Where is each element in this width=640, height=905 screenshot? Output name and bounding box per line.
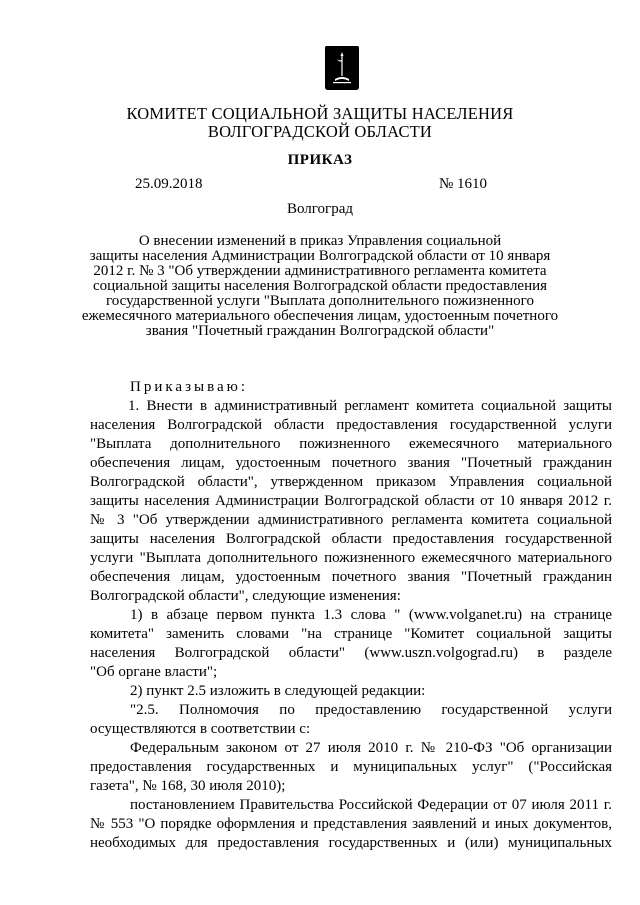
body-line: населения Волгоградской области предоставления государственной услуги	[90, 417, 612, 433]
organization-name-line2: ВОЛГОГРАДСКОЙ ОБЛАСТИ	[207, 122, 433, 141]
body-line: Федеральным законом от 27 июля 2010 г. № 210-ФЗ "Об организации	[130, 740, 612, 756]
subject-line: защиты населения Администрации Волгоградской области от 10 января	[89, 248, 551, 264]
body-line: постановлением Правительства Российской Федерации от 07 июля 2011 г.	[130, 797, 612, 813]
body-line: газета", № 168, 30 июля 2010);	[90, 778, 286, 794]
subject-line: ежемесячного материального обеспечения лицам, удостоенным почетного	[81, 308, 559, 324]
order-subject	[60, 234, 580, 339]
body-line: Волгоградской области", утвержденном приказом Управления социальной	[90, 474, 612, 490]
body-line: обеспечения лицам, удостоенным почетного звания "Почетный гражданин	[90, 569, 612, 585]
order-number: № 1610	[439, 176, 488, 192]
body-line: комитета" заменить словами "на странице "Комитет социальной защиты	[90, 626, 612, 642]
body-line: "2.5. Полномочия по предоставлению государственной услуги	[130, 702, 612, 718]
body-line: защиты населения Администрации Волгоградской области от 10 января 2012 г.	[90, 493, 612, 509]
order-date: 25.09.2018	[135, 176, 203, 192]
body-line: № 3 "Об утверждении административного регламента комитета социальной	[90, 512, 612, 528]
body-line: "Об органе власти";	[90, 664, 218, 680]
body-line: "Выплата дополнительного пожизненного ежемесячного материального	[90, 436, 612, 452]
subject-line: О внесении изменений в приказ Управления социальной	[138, 233, 502, 249]
body-line: № 553 "О порядке оформления и представления заявлений и иных документов,	[90, 816, 612, 832]
body-line: защиты населения Волгоградской области предоставления государственной	[90, 531, 612, 547]
city-name: Волгоград	[286, 201, 353, 217]
subject-line: социальной защиты населения Волгоградской области предоставления	[92, 278, 548, 294]
body-line: 2) пункт 2.5 изложить в следующей редакции:	[130, 683, 426, 699]
body-line: населения Волгоградской области" (www.uszn.volgograd.ru) в разделе	[90, 645, 612, 661]
body-line: необходимых для предоставления государственных и (или) муниципальных	[90, 835, 612, 851]
body-line: 1. Внести в административный регламент комитета социальной защиты	[128, 398, 612, 414]
body-line: предоставления государственных и муниципальных услуг" ("Российская	[90, 759, 612, 775]
subject-line: 2012 г. № 3 "Об утверждении административного регламента комитета	[93, 263, 547, 279]
coat-of-arms-icon	[325, 46, 359, 90]
order-directive: Приказываю:	[130, 379, 248, 395]
subject-line: государственной услуги "Выплата дополнительного пожизненного	[106, 293, 534, 309]
subject-line: звания "Почетный гражданин Волгоградской области"	[145, 323, 495, 339]
body-line: Волгоградской области", следующие изменения:	[90, 588, 401, 604]
body-line: обеспечения лицам, удостоенным почетного звания "Почетный гражданин	[90, 455, 612, 471]
body-line: услуги "Выплата дополнительного пожизненного ежемесячного материального	[90, 550, 612, 566]
organization-name-line1: КОМИТЕТ СОЦИАЛЬНОЙ ЗАЩИТЫ НАСЕЛЕНИЯ	[126, 104, 514, 123]
document-type-title: ПРИКАЗ	[287, 152, 353, 168]
body-line: осуществляются в соответствии с:	[90, 721, 311, 737]
body-line: 1) в абзаце первом пункта 1.3 слова " (www.volganet.ru) на странице	[130, 607, 612, 623]
